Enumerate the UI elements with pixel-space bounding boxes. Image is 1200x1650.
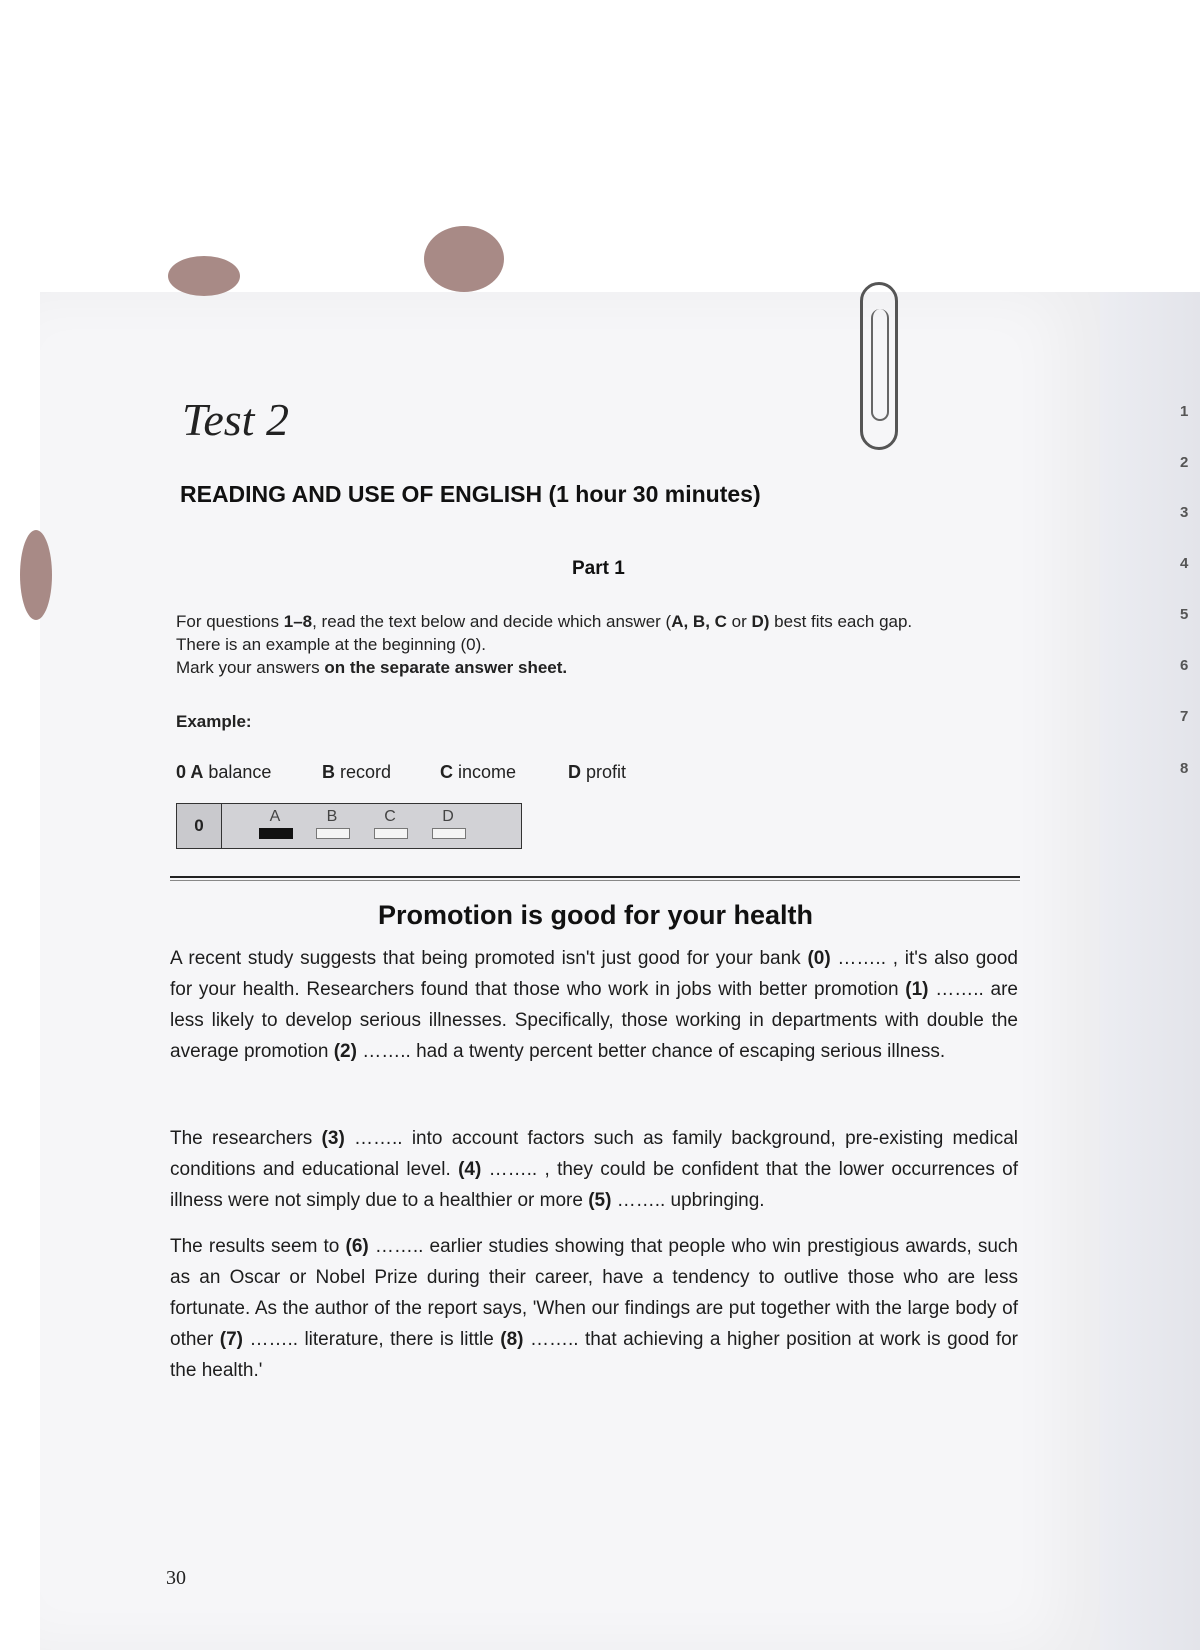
instructions xyxy=(176,610,1036,679)
margin-number: 4 xyxy=(1180,555,1189,572)
grid-letter-b: B xyxy=(326,808,338,825)
option-word: record xyxy=(340,762,392,782)
example-answer-grid xyxy=(176,803,522,849)
article-paragraph-2 xyxy=(170,1123,1018,1216)
gap-marker: (7) xyxy=(219,1329,243,1350)
paragraph-text: …….. , they could be confident that the lower occurrences of illness were not simply due to a healthier or more xyxy=(170,1159,1019,1211)
margin-number: 8 xyxy=(1180,760,1189,777)
paragraph-text: …….. upbringing. xyxy=(611,1190,765,1211)
margin-number: 1 xyxy=(1180,403,1189,420)
paragraph-text: …….. earlier studies showing that people who win prestigious awards, such as an Oscar or Nobel Prize during their career, have a tendency to outlive those who are less fortunate. As the author of the report says, 'When our findings are put together with the large body of other xyxy=(170,1236,1018,1350)
article-paragraph-1 xyxy=(170,943,1018,1067)
example-options xyxy=(176,762,626,783)
grid-box-c xyxy=(374,828,408,839)
gap-marker: (8) xyxy=(500,1329,524,1350)
example-option-c xyxy=(440,762,568,783)
instr-text: For questions xyxy=(176,612,284,631)
option-letter: 0 A xyxy=(176,762,204,782)
thumb-left xyxy=(168,256,240,296)
gap-marker: (4) xyxy=(458,1159,482,1180)
gap-marker: (0) xyxy=(807,948,831,969)
paragraph-text: The results seem to xyxy=(170,1236,346,1257)
instr-text: best fits each gap. xyxy=(769,612,913,631)
article-paragraph-3 xyxy=(170,1231,1018,1386)
gap-marker: (6) xyxy=(345,1236,369,1257)
example-option-b xyxy=(322,762,440,783)
part-title: Part 1 xyxy=(572,558,625,579)
margin-number: 3 xyxy=(1180,504,1189,521)
section-title: READING AND USE OF ENGLISH xyxy=(180,481,543,507)
grid-letter-d: D xyxy=(442,808,454,825)
example-label: Example: xyxy=(176,712,252,731)
facing-page-edge xyxy=(1100,292,1200,1650)
grid-question-number: 0 xyxy=(177,804,222,848)
instr-letters: A, B, C xyxy=(671,612,727,631)
thumb-right xyxy=(424,226,504,292)
grid-box-b xyxy=(316,828,350,839)
instr-range: 1–8 xyxy=(283,612,313,631)
gap-marker: (2) xyxy=(333,1041,357,1062)
option-word: balance xyxy=(208,762,272,782)
option-letter: B xyxy=(322,762,335,782)
paragraph-text: …….. literature, there is little xyxy=(243,1329,501,1350)
margin-number: 5 xyxy=(1180,606,1189,623)
instr-text: or xyxy=(726,612,752,631)
gap-marker: (1) xyxy=(905,979,929,1000)
gap-marker: (5) xyxy=(588,1190,612,1211)
instr-text: , read the text below and decide which answer ( xyxy=(312,612,672,631)
section-heading xyxy=(180,481,761,508)
option-letter: C xyxy=(440,762,453,782)
instr-answer-sheet: on the separate answer sheet. xyxy=(324,658,568,677)
section-divider-thin xyxy=(170,880,1020,881)
example-option-d xyxy=(568,762,626,783)
margin-number: 6 xyxy=(1180,657,1189,674)
paragraph-text: …….. , it's also good for your health. Researchers found that those who work in jobs with better promotion xyxy=(170,948,1019,1000)
paragraph-text: A recent study suggests that being promoted isn't just good for your bank xyxy=(170,948,808,969)
grid-letter-c: C xyxy=(384,808,396,825)
finger-edge xyxy=(20,530,52,620)
section-duration: (1 hour 30 minutes) xyxy=(548,481,761,507)
paperclip xyxy=(860,282,898,450)
test-title: Test 2 xyxy=(182,394,289,445)
paragraph-text: …….. that achieving a higher position at work is good for the health.' xyxy=(170,1329,1018,1381)
grid-letters xyxy=(222,804,521,848)
paragraph-text: The researchers xyxy=(170,1128,322,1149)
instr-text: Mark your answers xyxy=(176,658,325,677)
margin-number: 2 xyxy=(1180,454,1189,471)
paragraph-text: …….. are less likely to develop serious illnesses. Specifically, those working in departments with double the average promotion xyxy=(170,979,1018,1062)
example-option-a xyxy=(176,762,322,783)
paragraph-text: …….. into account factors such as family background, pre-existing medical conditions and educational level. xyxy=(170,1128,1018,1180)
option-word: profit xyxy=(586,762,627,782)
instr-letter-d: D) xyxy=(751,612,770,631)
gap-marker: (3) xyxy=(321,1128,345,1149)
option-letter: D xyxy=(568,762,581,782)
paragraph-text: …….. had a twenty percent better chance of escaping serious illness. xyxy=(356,1041,946,1062)
grid-box-d xyxy=(432,828,466,839)
grid-letter-a: A xyxy=(269,808,281,825)
instr-example-note: There is an example at the beginning (0). xyxy=(176,635,486,654)
option-word: income xyxy=(458,762,517,782)
page-number: 30 xyxy=(166,1567,186,1589)
grid-box-a-filled xyxy=(259,828,293,839)
margin-number: 7 xyxy=(1180,708,1189,725)
section-divider xyxy=(170,876,1020,878)
article-title: Promotion is good for your health xyxy=(378,900,813,930)
